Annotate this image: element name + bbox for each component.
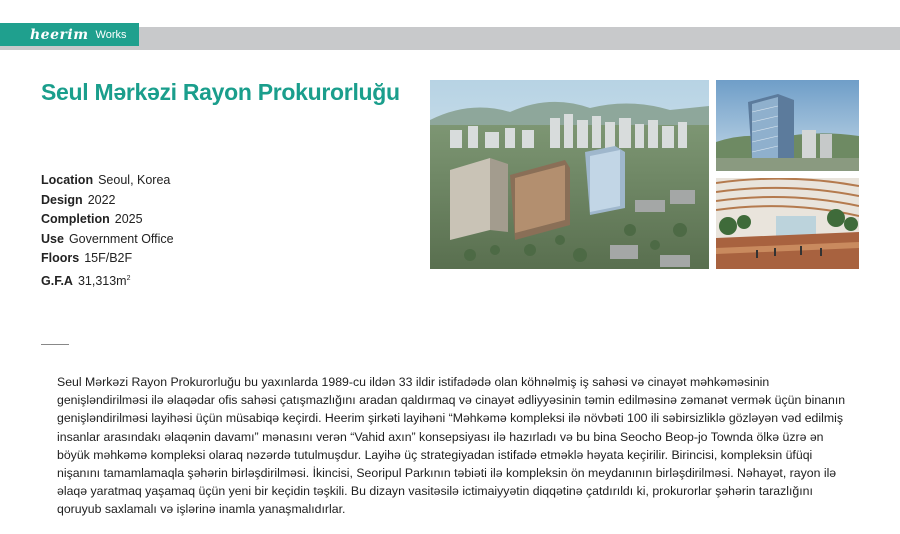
aerial-rendering-image [430,80,709,269]
project-specs [41,171,174,291]
spec-use [41,230,174,250]
brand-tab [0,23,139,46]
spec-value: 2022 [87,192,116,207]
brand-logo: heerim [30,26,89,43]
spec-key: Use [41,231,64,246]
spec-design [41,191,174,211]
spec-key: G.F.A [41,273,73,288]
spec-key: Location [41,173,94,187]
spec-unit-sup: 2 [126,274,131,282]
spec-value: 2025 [114,212,143,226]
spec-floors [41,249,174,269]
spec-key: Floors [41,251,80,265]
section-label: Works [95,28,127,41]
divider-line [41,344,69,345]
spec-location [41,171,174,191]
spec-key: Design [41,192,83,207]
project-title: Seul Mərkəzi Rayon Prokurorluğu [41,79,400,105]
spec-value: 15F/B2F [84,251,133,265]
spec-gfa [41,269,174,292]
spec-completion [41,210,174,230]
tower-rendering-image [716,80,859,171]
spec-value: Seoul, Korea [98,173,171,187]
interior-rendering-image [716,178,859,269]
spec-key: Completion [41,212,110,226]
project-description: Seul Mərkəzi Rayon Prokurorluğu bu yaxınlarda 1989-cu ildən 33 ildir istifadədə olan köhnəlmiş iş sahəsi və cinayət məhkəməsinin genişləndirilməsi ilə əlaqədar ofis sahəsi çatışmazlığını aradan qaldırmaq və cinayət ədliyyəsinin təmin edilməsinə zəmanət vermək üçün binanın genişləndirilməsi layihəsi üçün müsabiqə keçirdi. Heerim şirkəti layihəni “Məhkəmə kompleksi ilə növbəti 100 ili səbirsizliklə gözləyən vəd edilmiş insanlar arasındakı əlaqənin davamı” mənasını verən “Vahid axın” konsepsiyası ilə hazırladı və bu bina Seocho Beop-jo Townda ölkə üzrə ən böyük məhkəmə kompleksi olaraq nəzərdə tutulmuşdur. Layihə üç strategiyadan istifadə etməklə həyata keçirilir. Birincisi, kompleksin üfüqi nişanını tamamlamaqla şəhərin birləşdirilməsi. İkincisi, Seoripul Parkının təbiəti ilə kompleksin ön meydanının birləşdirilməsi. Nəhayət, rayon ilə əlaqə yaratmaq yaşamaq üçün yeni bir keçidin təşkili. Bu dizayn vasitəsilə ictimaiyyətin diqqətinə çatdırıldı ki, prokurorlar şəhərin tarazlığını qoruyub saxlamalı və işlərinə inamla yanaşmalıdırlar. [57,375,846,517]
spec-value: 31,313m [77,273,127,288]
spec-value: Government Office [68,231,174,246]
